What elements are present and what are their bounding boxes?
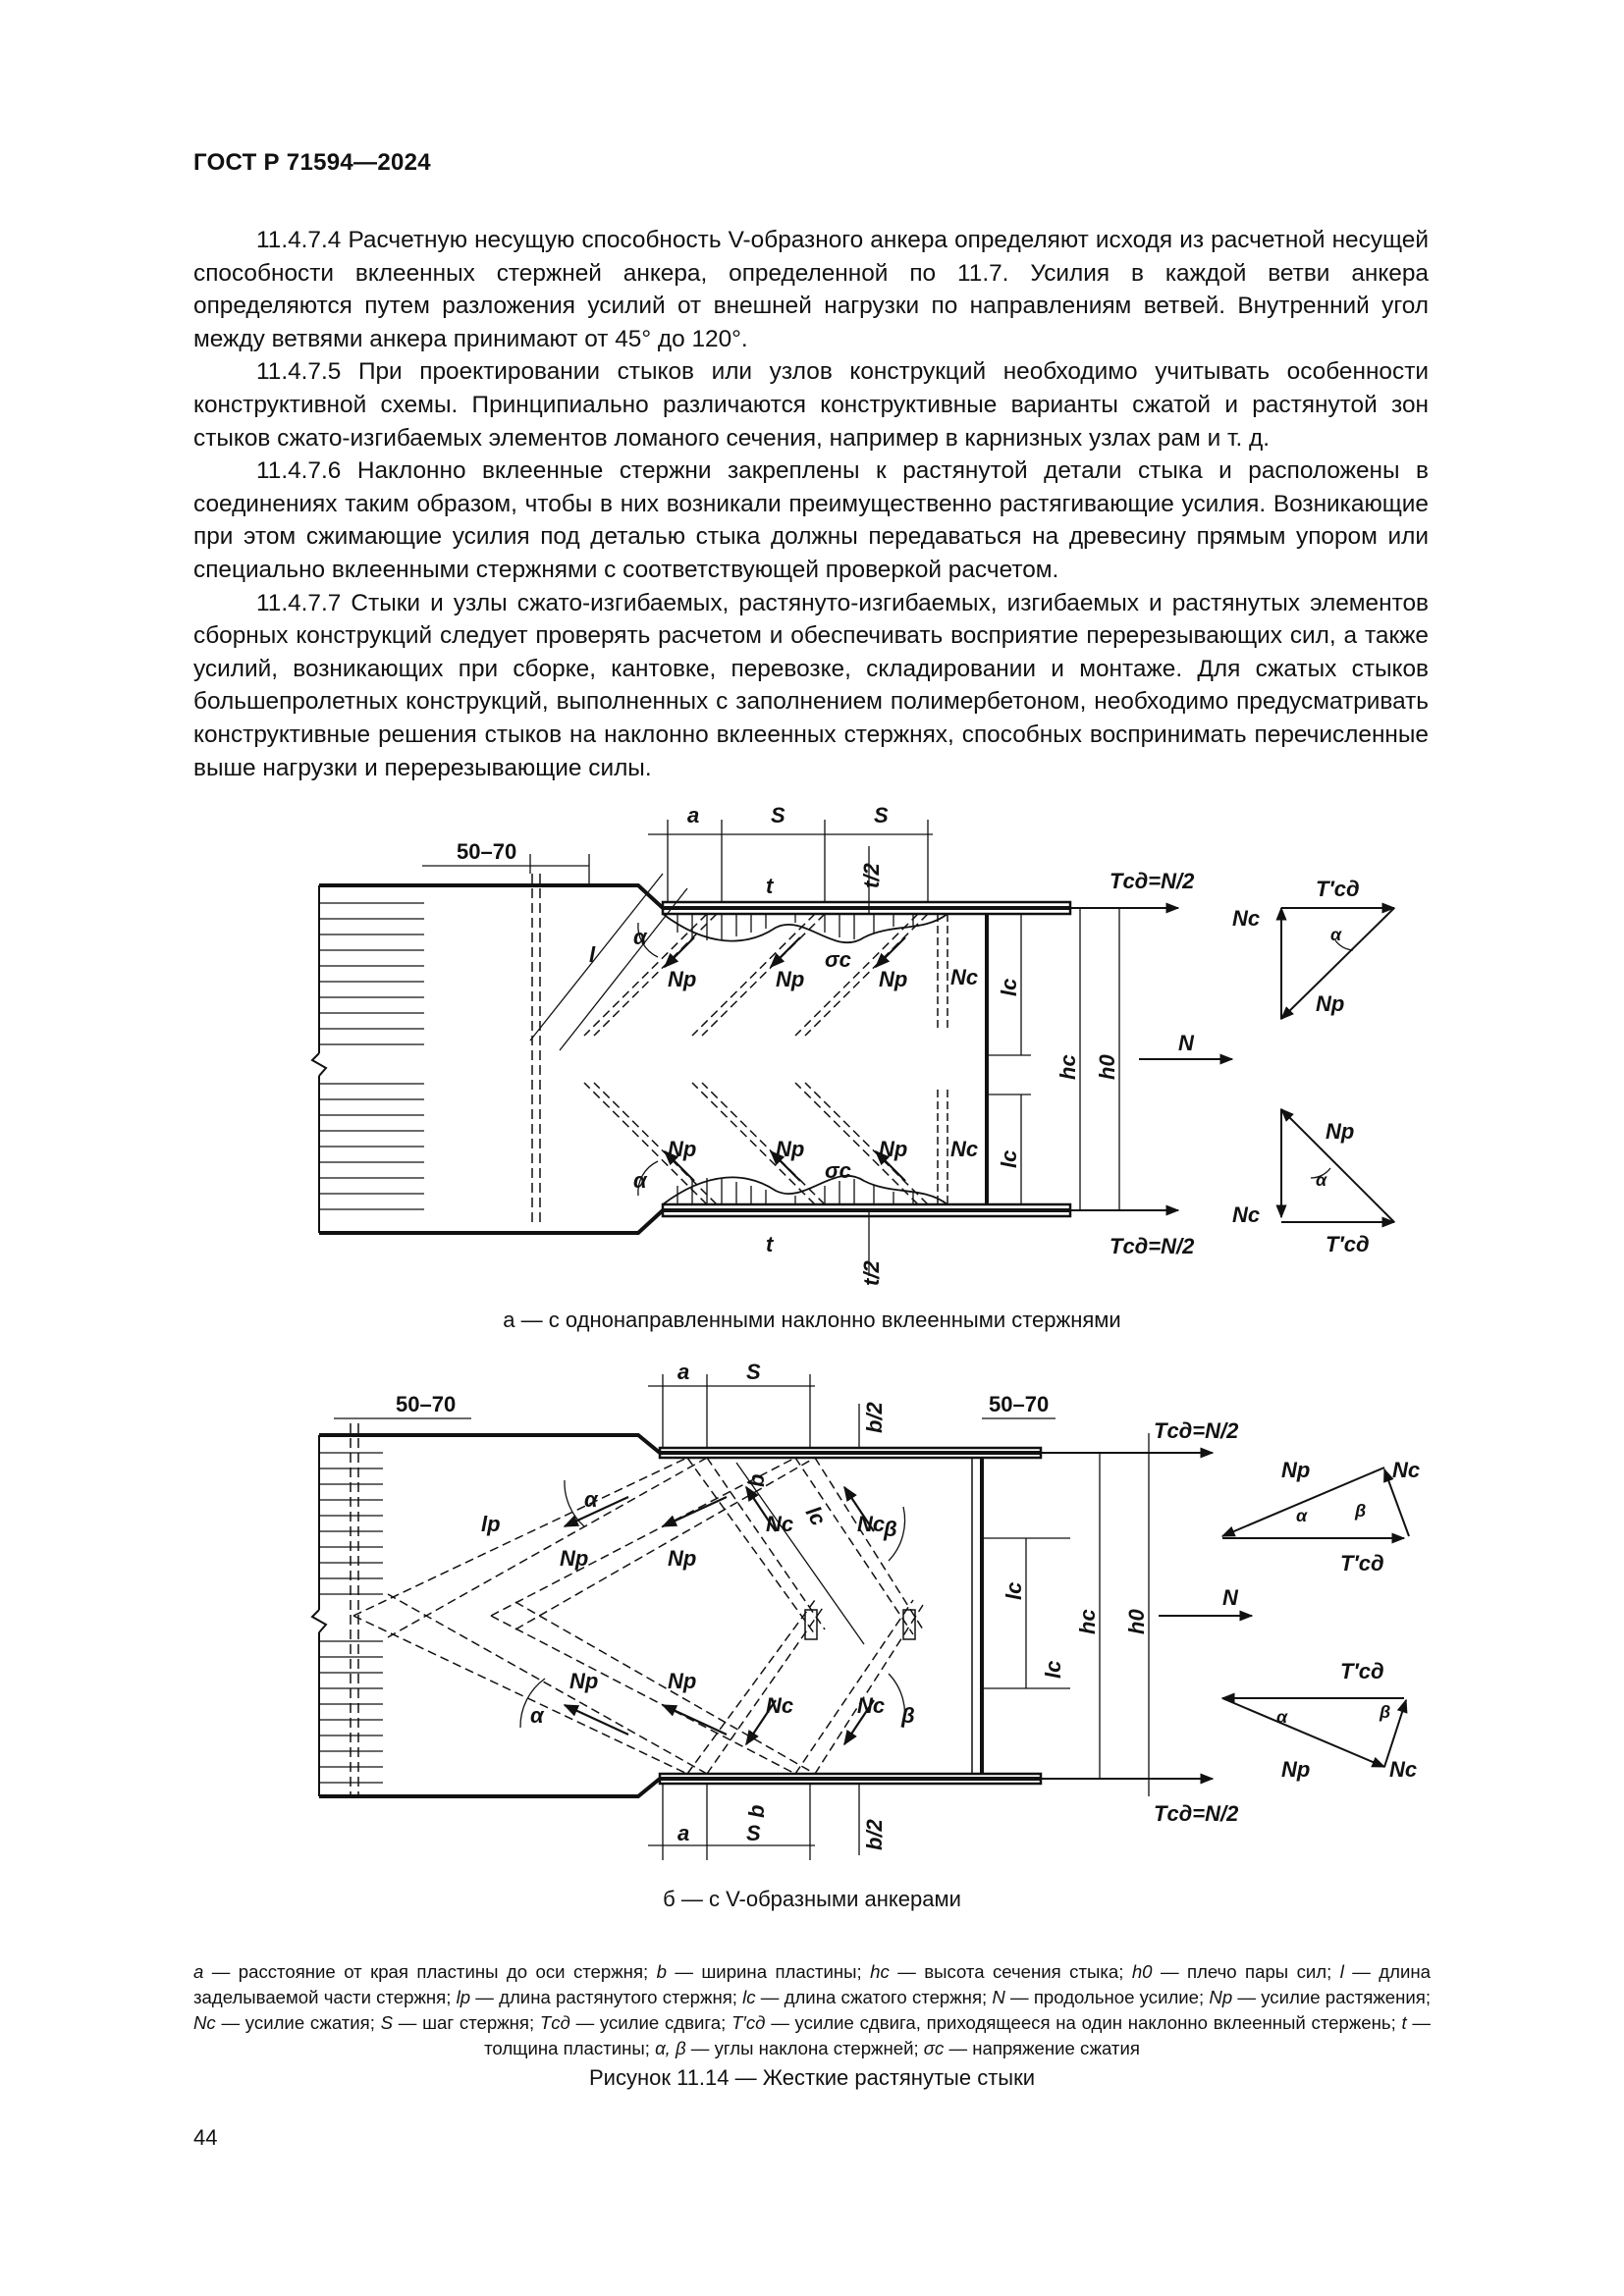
dim-l: l — [589, 942, 596, 967]
svg-text:Np: Np — [560, 1546, 589, 1571]
dim-s2: S — [874, 803, 889, 828]
svg-text:Nc: Nc — [857, 1693, 886, 1718]
svg-text:Np: Np — [668, 1669, 697, 1693]
svg-text:Nc: Nc — [1232, 906, 1261, 931]
nc-top: Nc — [950, 965, 979, 989]
legend-text: — длина сжатого стержня; — [755, 1987, 993, 2007]
legend-symbol: hс — [870, 1961, 890, 1982]
paragraph-11-4-7-5: 11.4.7.5 При проектировании стыков или узлов конструкций необходимо учитывать особенности конструктивной схемы. Принципиально различаются конструктивные варианты сжатой и растянутой зон стыков сжато-изгибаемых элементов ломаного сечения, например в карнизных узлах рам и т. д. — [193, 358, 1429, 452]
page-number: 44 — [193, 2125, 218, 2150]
legend-symbol: t — [1401, 2012, 1407, 2033]
legend-symbol: α, β — [655, 2038, 686, 2058]
caption-figure-b: б — с V-образными анкерами — [663, 1887, 961, 1911]
legend-text: — высота сечения стыка; — [889, 1961, 1132, 1982]
svg-text:b/2: b/2 — [862, 1819, 887, 1850]
svg-text:T′сд: T′сд — [1326, 1232, 1370, 1256]
figure-a-labels — [457, 803, 1195, 1286]
figure-b — [312, 1360, 1420, 1860]
svg-text:b: b — [744, 1473, 769, 1487]
legend-symbol: N — [992, 1987, 1005, 2007]
legend-symbol: Nр — [1209, 1987, 1233, 2007]
svg-text:S: S — [746, 1821, 761, 1845]
document-header: ГОСТ Р 71594—2024 — [193, 149, 431, 176]
svg-text:b/2: b/2 — [862, 1402, 887, 1433]
figure-legend — [193, 1959, 1431, 2061]
paragraph-11-4-7-4: 11.4.7.4 Расчетную несущую способность V-образного анкера определяют исходя из расчетной несущей способности вклеенных стержней анкера, определенной по 11.7. Усилия в каждой ветви анкера определяются путем разложения усилий от внешней нагрузки по направлениям ветвей. Внутренний угол между ветвями анкера принимают от 45° до 120°. — [193, 227, 1429, 352]
dim-t-top: t — [766, 874, 774, 898]
svg-text:Nc: Nc — [766, 1693, 794, 1718]
svg-text:α: α — [1316, 1170, 1327, 1190]
svg-text:Np: Np — [1316, 991, 1345, 1016]
svg-text:S: S — [746, 1360, 761, 1384]
legend-symbol: h0 — [1131, 1961, 1153, 1982]
svg-text:β: β — [1380, 1702, 1391, 1722]
sigma-bot: σc — [825, 1158, 851, 1183]
svg-text:T′сд: T′сд — [1316, 877, 1360, 901]
svg-text:Tсд=N/2: Tсд=N/2 — [1154, 1801, 1239, 1826]
svg-text:50–70: 50–70 — [396, 1392, 457, 1416]
svg-text:α: α — [530, 1703, 544, 1728]
legend-text: — углы наклона стержней; — [685, 2038, 924, 2058]
dim-a: a — [687, 803, 700, 828]
nc-bot: Nc — [950, 1137, 979, 1161]
figure-b-v-anchors — [353, 1458, 923, 1774]
legend-text: — усилие сжатия; — [215, 2012, 381, 2033]
legend-symbol: σс — [923, 2038, 945, 2058]
paragraph-11-4-7-7: 11.4.7.7 Стыки и узлы сжато-изгибаемых, растянуто-изгибаемых, изгибаемых и растянутых элементов сборных конструкций следует проверять расчетом и обеспечивать восприятие перерезывающих сил, а также усилий, возникающих при сборке, кантовке, перевозке, складировании и монтаже. Для сжатых стыков большепролетных конструкций, выполненных с заполнением полимербетоном, необходимо предусматривать конструктивные решения стыков на наклонно вклеенных стержнях, способных воспринимать перечисленные выше нагрузки и перерезывающие силы. — [193, 589, 1429, 781]
legend-text: — плечо пары сил; — [1152, 1961, 1340, 1982]
svg-text:β: β — [884, 1517, 897, 1541]
dim-s1: S — [771, 803, 785, 828]
svg-text:Np: Np — [1326, 1119, 1355, 1144]
t-top: Tсд=N/2 — [1110, 869, 1195, 893]
svg-text:a: a — [677, 1360, 690, 1384]
legend-text: — толщина пластины; — [484, 2012, 1431, 2058]
svg-text:Nc: Nc — [766, 1512, 794, 1536]
legend-text: — ширина пластины; — [666, 1961, 871, 1982]
legend-text: — длина заделываемой части стержня; — [193, 1961, 1431, 2007]
legend-symbol: Nс — [193, 2012, 216, 2033]
svg-text:α: α — [1296, 1506, 1308, 1525]
sigma-top: σc — [825, 947, 851, 972]
alpha-top: α — [633, 925, 647, 949]
np-1: Np — [668, 967, 697, 991]
dim-t2-top: t/2 — [859, 863, 884, 888]
legend-text: — усилие сдвига; — [569, 2012, 732, 2033]
svg-text:T′сд: T′сд — [1340, 1551, 1384, 1575]
legend-symbol: Tсд — [539, 2012, 570, 2033]
figure-a-rods — [584, 914, 928, 1204]
legend-text: — расстояние от края пластины до оси стержня; — [203, 1961, 657, 1982]
svg-text:a: a — [677, 1821, 690, 1845]
legend-text: — усилие сдвига, приходящееся на один наклонно вклеенный стержень; — [765, 2012, 1402, 2033]
dim-gap: 50–70 — [457, 839, 517, 864]
dim-t-bot: t — [766, 1232, 774, 1256]
legend-text: — шаг стержня; — [393, 2012, 540, 2033]
svg-text:lc: lc — [800, 1502, 832, 1530]
t-bot: Tсд=N/2 — [1110, 1234, 1195, 1258]
svg-text:α: α — [1276, 1707, 1288, 1727]
figure-b-timber — [312, 1423, 1041, 1796]
svg-text:N: N — [1222, 1585, 1238, 1610]
svg-text:Nc: Nc — [857, 1512, 886, 1536]
svg-text:α: α — [584, 1487, 598, 1512]
svg-text:Nc: Nc — [1392, 1458, 1421, 1482]
legend-text: — продольное усилие; — [1004, 1987, 1210, 2007]
caption-figure-a: а — с однонаправленными наклонно вклеенными стержнями — [503, 1308, 1121, 1332]
svg-text:h0: h0 — [1124, 1609, 1149, 1634]
alpha-bot: α — [633, 1168, 647, 1193]
legend-text: — напряжение сжатия — [944, 2038, 1140, 2058]
svg-text:α: α — [1330, 925, 1342, 944]
svg-text:lc: lc — [1041, 1660, 1065, 1679]
hc: hc — [1056, 1054, 1080, 1080]
np-3: Np — [879, 967, 908, 991]
svg-text:Tсд=N/2: Tсд=N/2 — [1154, 1418, 1239, 1443]
svg-text:β: β — [901, 1703, 915, 1728]
legend-symbol: l — [1339, 1961, 1344, 1982]
figure-b-force-triangle-bottom — [1222, 1659, 1417, 1782]
legend-symbol: T′сд — [731, 2012, 766, 2033]
svg-text:b: b — [744, 1804, 769, 1818]
figure-a-force-triangle-top — [1232, 877, 1394, 1019]
np-2: Np — [776, 967, 805, 991]
svg-text:β: β — [1355, 1501, 1367, 1521]
legend-text: — усилие растяжения; — [1232, 1987, 1431, 2007]
figure-b-force-arrows — [565, 1487, 874, 1744]
h0: h0 — [1095, 1054, 1119, 1080]
svg-text:T′сд: T′сд — [1340, 1659, 1384, 1683]
svg-text:50–70: 50–70 — [989, 1392, 1050, 1416]
svg-text:hc: hc — [1075, 1609, 1100, 1634]
np-5: Np — [776, 1137, 805, 1161]
figure-title: Рисунок 11.14 — Жесткие растянутые стыки — [589, 2065, 1035, 2090]
figure-b-force-triangle-top — [1222, 1458, 1420, 1575]
svg-text:lc: lc — [1001, 1581, 1026, 1600]
svg-text:Nc: Nc — [1232, 1202, 1261, 1227]
legend-symbol: a — [193, 1961, 204, 1982]
legend-symbol: S — [380, 2012, 394, 2033]
legend-text: — длина растянутого стержня; — [470, 1987, 743, 2007]
lc-bot: lc — [997, 1149, 1021, 1168]
svg-text:Np: Np — [1281, 1757, 1311, 1782]
svg-text:lp: lp — [481, 1512, 501, 1536]
legend-symbol: lр — [456, 1987, 471, 2007]
paragraph-11-4-7-6: 11.4.7.6 Наклонно вклеенные стержни закреплены к растянутой детали стыка и расположены в соединениях таким образом, чтобы в них возникали преимущественно растягивающие усилия. Возникающие при этом сжимающие усилия под деталью стыка должны передаваться на древесину прямым упором или специально вклеенными стержнями с соответствующей проверкой расчетом. — [193, 457, 1429, 583]
svg-text:Np: Np — [668, 1546, 697, 1571]
np-4: Np — [668, 1137, 697, 1161]
legend-symbol: b — [656, 1961, 667, 1982]
legend-symbol: lс — [742, 1987, 756, 2007]
figure-a — [312, 803, 1394, 1286]
svg-text:Np: Np — [1281, 1458, 1311, 1482]
dim-t2-bot: t/2 — [859, 1260, 884, 1286]
lc-top: lc — [997, 978, 1021, 996]
np-6: Np — [879, 1137, 908, 1161]
n-force: N — [1178, 1031, 1194, 1055]
svg-text:Np: Np — [569, 1669, 599, 1693]
svg-text:Nc: Nc — [1389, 1757, 1418, 1782]
figure-a-force-triangle-bottom — [1232, 1109, 1394, 1256]
